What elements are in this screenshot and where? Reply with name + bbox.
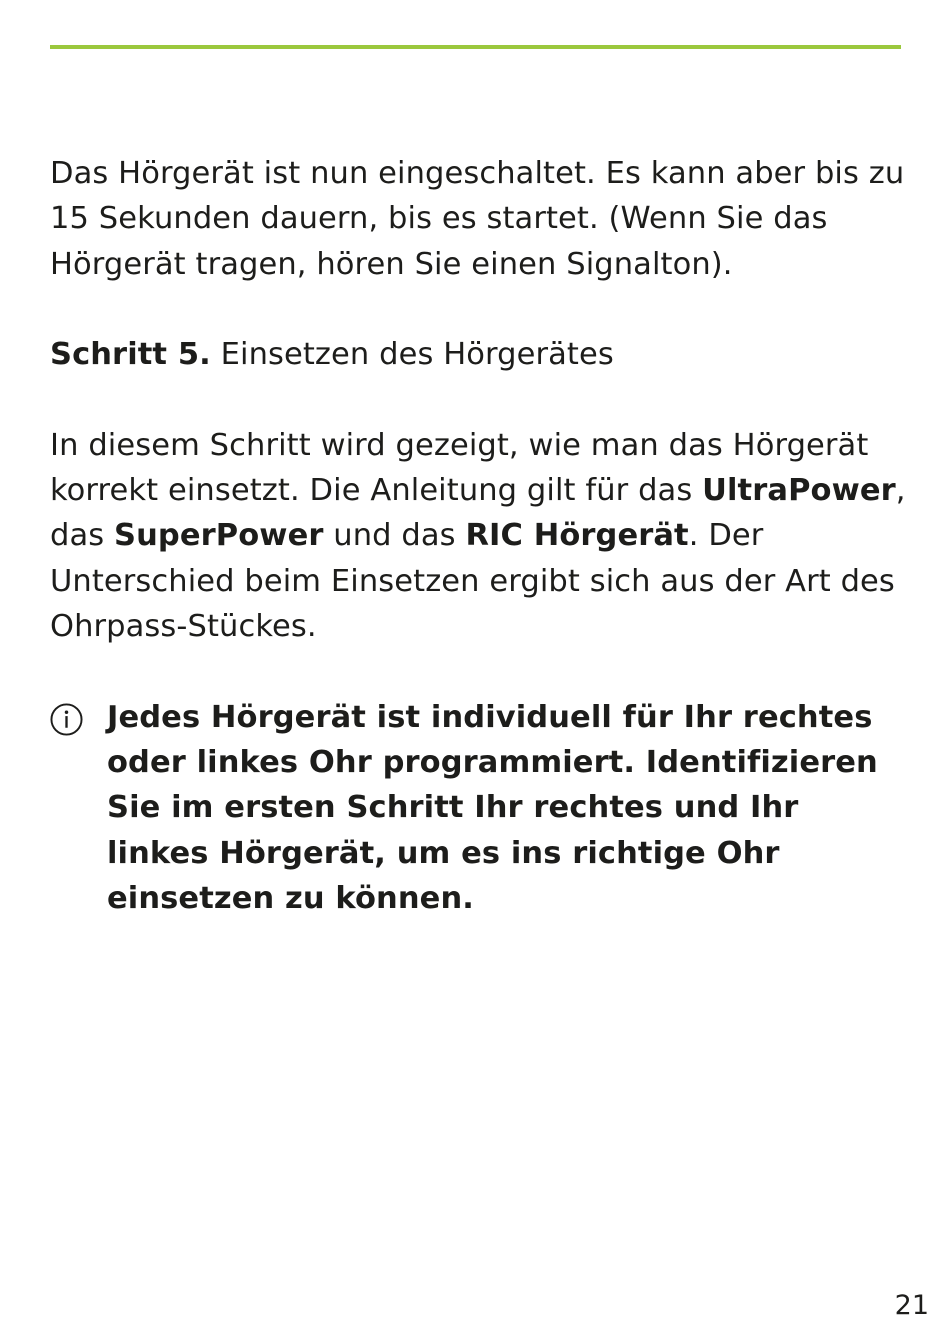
- info-icon: [50, 703, 83, 736]
- product-ultrapower: UltraPower: [702, 473, 896, 509]
- step-title: Einsetzen des Hörgerätes: [220, 337, 614, 373]
- info-note: [50, 695, 910, 922]
- product-ric: RIC Hörgerät: [465, 518, 689, 554]
- body-paragraph: [50, 423, 910, 650]
- product-superpower: SuperPower: [114, 518, 324, 554]
- step-heading: [50, 332, 910, 377]
- body-text: . Der Unterschied beim Einsetzen ergibt sich aus der Art des Ohrpass-Stückes.: [50, 518, 895, 645]
- body-text: In diesem Schritt wird gezeigt, wie man das Hörgerät korrekt einsetzt. Die Anleitung gilt für das: [50, 427, 869, 509]
- top-accent-rule: [50, 45, 901, 49]
- page-number: 21: [894, 1290, 929, 1321]
- body-text: , das: [50, 473, 906, 554]
- step-label: Schritt 5.: [50, 337, 211, 373]
- intro-paragraph: Das Hörgerät ist nun eingeschaltet. Es kann aber bis zu 15 Sekunden dauern, bis es startet. (Wenn Sie das Hörgerät tragen, hören Sie einen Signalton).: [50, 156, 905, 282]
- body-text: und das: [323, 518, 466, 554]
- info-note-text: Jedes Hörgerät ist individuell für Ihr rechtes oder linkes Ohr programmiert. Identifizieren Sie im ersten Schritt Ihr rechtes und Ihr linkes Hörgerät, um es ins richtige Ohr einsetzen zu können.: [107, 699, 878, 917]
- page-content: [50, 151, 910, 922]
